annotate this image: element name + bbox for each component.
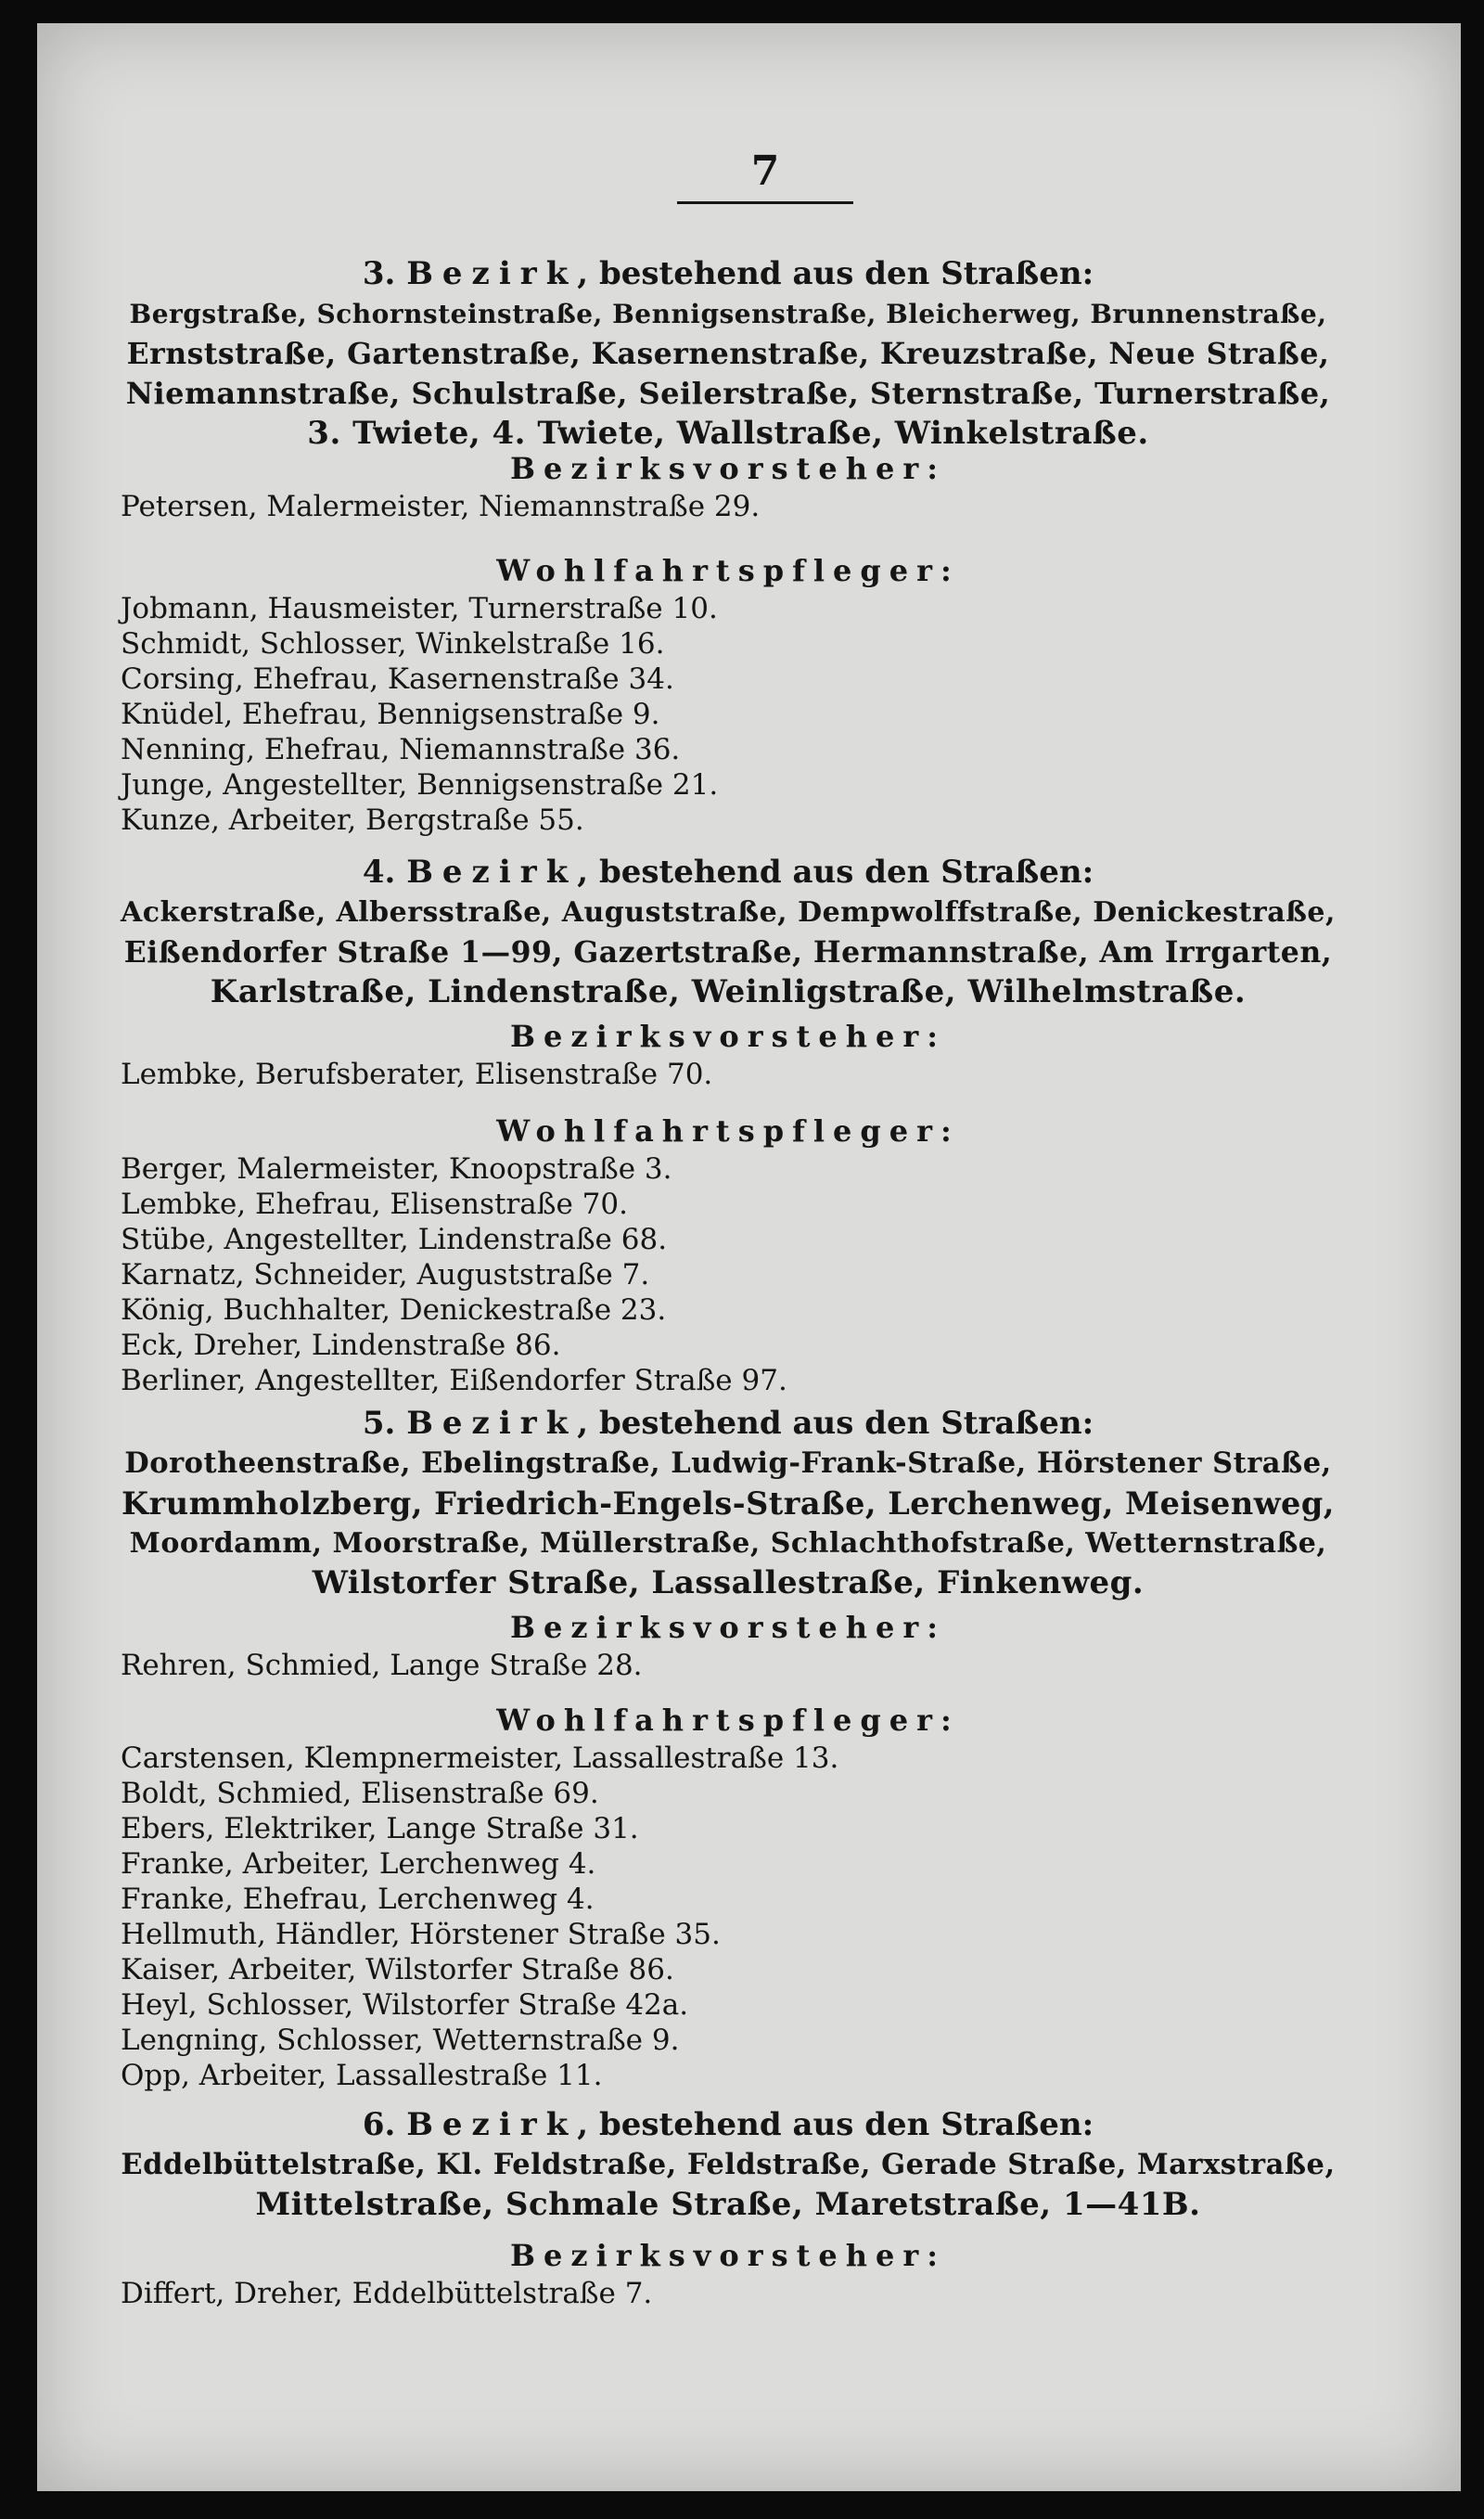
page-content	[121, 23, 1336, 2491]
street-line: Mittelstraße, Schmale Straße, Maretstraße, 1—41B.	[255, 2186, 1201, 2223]
pfleger-entry: Berger, Malermeister, Knoopstraße 3.	[121, 1152, 672, 1186]
pfleger-entry: Karnatz, Schneider, Auguststraße 7.	[121, 1258, 650, 1292]
pfleger-entry: Carstensen, Klempnermeister, Lassallestraße 13.	[121, 1741, 839, 1775]
vorsteher-entry: Petersen, Malermeister, Niemannstraße 29.	[121, 490, 761, 523]
district-label: Bezirk	[406, 854, 578, 891]
district-heading: 5. Bezirk, bestehend aus den Straßen:	[362, 1405, 1094, 1442]
street-list	[121, 2145, 1336, 2225]
district-heading: 3. Bezirk, bestehend aus den Straßen:	[362, 255, 1094, 292]
pfleger-entry: Nenning, Ehefrau, Niemannstraße 36.	[121, 733, 681, 766]
street-list	[121, 1444, 1336, 1603]
pfleger-entry: Franke, Arbeiter, Lerchenweg 4.	[121, 1847, 596, 1881]
street-line: Krummholzberg, Friedrich-Engels-Straße, Lerchenweg, Meisenweg,	[122, 1485, 1335, 1522]
district-heading: 6. Bezirk, bestehend aus den Straßen:	[362, 2106, 1094, 2143]
district-4	[121, 852, 1336, 1012]
street-line: Karlstraße, Lindenstraße, Weinligstraße, Wilhelmstraße.	[210, 973, 1247, 1010]
pfleger-entry: Heyl, Schlosser, Wilstorfer Straße 42a.	[121, 1988, 689, 2022]
street-line: Ernststraße, Gartenstraße, Kasernenstraße, Kreuzstraße, Neue Straße,	[126, 337, 1330, 371]
street-line: Dorotheenstraße, Ebelingstraße, Ludwig-Frank-Straße, Hörstener Straße,	[124, 1446, 1332, 1480]
pfleger-entry: Eck, Dreher, Lindenstraße 86.	[121, 1329, 561, 1362]
vorsteher-heading: Bezirksvorsteher:	[509, 1610, 947, 1645]
vorsteher-heading: Bezirksvorsteher:	[509, 451, 947, 486]
street-line: Eddelbüttelstraße, Kl. Feldstraße, Feldstraße, Gerade Straße, Marxstraße,	[121, 2148, 1336, 2181]
pfleger-heading: Wohlfahrtspfleger:	[496, 1113, 960, 1149]
pfleger-heading: Wohlfahrtspfleger:	[496, 1703, 960, 1738]
street-line: Moordamm, Moorstraße, Müllerstraße, Schlachthofstraße, Wetternstraße,	[129, 1527, 1327, 1560]
street-list	[121, 294, 1336, 454]
pfleger-entry: Lembke, Ehefrau, Elisenstraße 70.	[121, 1188, 628, 1221]
district-6-vorsteher	[121, 2235, 1336, 2311]
page-number: 7	[677, 144, 853, 204]
pfleger-entry: Knüdel, Ehefrau, Bennigsenstraße 9.	[121, 698, 660, 731]
vorsteher-entry: Differt, Dreher, Eddelbüttelstraße 7.	[121, 2277, 653, 2310]
vorsteher-list	[121, 2276, 1336, 2311]
district-4-pfleger	[121, 1111, 1336, 1398]
vorsteher-entry: Rehren, Schmied, Lange Straße 28.	[121, 1649, 643, 1682]
pfleger-entry: Hellmuth, Händler, Hörstener Straße 35.	[121, 1918, 721, 1951]
district-label: Bezirk	[406, 255, 578, 292]
vorsteher-list	[121, 489, 1336, 524]
vorsteher-list	[121, 1057, 1336, 1092]
street-line: Bergstraße, Schornsteinstraße, Bennigsenstraße, Bleicherweg, Brunnenstraße,	[129, 299, 1327, 329]
pfleger-entry: König, Buchhalter, Denickestraße 23.	[121, 1293, 667, 1327]
district-5-vorsteher	[121, 1607, 1336, 1683]
pfleger-entry: Boldt, Schmied, Elisenstraße 69.	[121, 1777, 599, 1810]
street-line: Eißendorfer Straße 1—99, Gazertstraße, Hermannstraße, Am Irrgarten,	[123, 935, 1333, 970]
page	[37, 23, 1461, 2491]
pfleger-list	[121, 591, 1336, 838]
pfleger-entry: Jobmann, Hausmeister, Turnerstraße 10.	[121, 592, 718, 625]
district-5	[121, 1403, 1336, 1603]
pfleger-entry: Corsing, Ehefrau, Kasernenstraße 34.	[121, 662, 674, 696]
pfleger-heading: Wohlfahrtspfleger:	[496, 553, 960, 588]
district-6	[121, 2104, 1336, 2225]
district-heading: 4. Bezirk, bestehend aus den Straßen:	[362, 854, 1094, 891]
street-line: Niemannstraße, Schulstraße, Seilerstraße, Sternstraße, Turnerstraße,	[125, 376, 1331, 411]
district-4-vorsteher	[121, 1016, 1336, 1092]
district-3	[121, 253, 1336, 454]
pfleger-entry: Junge, Angestellter, Bennigsenstraße 21.	[121, 768, 719, 802]
pfleger-list	[121, 1151, 1336, 1398]
street-list	[121, 893, 1336, 1012]
pfleger-entry: Lengning, Schlosser, Wetternstraße 9.	[121, 2024, 680, 2057]
district-5-pfleger	[121, 1700, 1336, 2093]
pfleger-list	[121, 1741, 1336, 2093]
pfleger-entry: Stübe, Angestellter, Lindenstraße 68.	[121, 1223, 668, 1256]
pfleger-entry: Schmidt, Schlosser, Winkelstraße 16.	[121, 627, 665, 661]
pfleger-entry: Franke, Ehefrau, Lerchenweg 4.	[121, 1883, 595, 1916]
vorsteher-entry: Lembke, Berufsberater, Elisenstraße 70.	[121, 1058, 713, 1091]
vorsteher-heading: Bezirksvorsteher:	[509, 1019, 947, 1054]
district-label: Bezirk	[406, 2106, 578, 2143]
district-3-pfleger	[121, 550, 1336, 838]
district-label: Bezirk	[406, 1405, 578, 1442]
vorsteher-heading: Bezirksvorsteher:	[509, 2238, 947, 2273]
pfleger-entry: Opp, Arbeiter, Lassallestraße 11.	[121, 2059, 603, 2092]
street-line: Ackerstraße, Albersstraße, Auguststraße, Dempwolffstraße, Denickestraße,	[121, 896, 1336, 929]
pfleger-entry: Kunze, Arbeiter, Bergstraße 55.	[121, 803, 584, 837]
pfleger-entry: Ebers, Elektriker, Lange Straße 31.	[121, 1812, 639, 1845]
vorsteher-list	[121, 1648, 1336, 1683]
street-line: 3. Twiete, 4. Twiete, Wallstraße, Winkelstraße.	[307, 415, 1149, 452]
pfleger-entry: Berliner, Angestellter, Eißendorfer Straße 97.	[121, 1364, 787, 1397]
district-3-vorsteher	[121, 448, 1336, 524]
street-line: Wilstorfer Straße, Lassallestraße, Finkenweg.	[312, 1564, 1145, 1601]
pfleger-entry: Kaiser, Arbeiter, Wilstorfer Straße 86.	[121, 1953, 674, 1986]
